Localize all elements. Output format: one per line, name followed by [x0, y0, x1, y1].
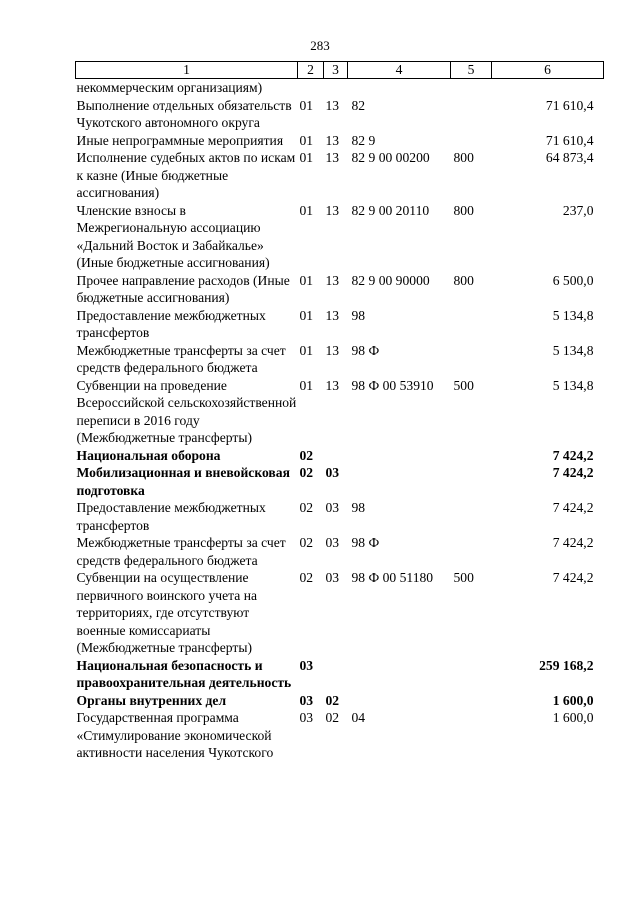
- cell-section: 02: [299, 500, 314, 515]
- cell-section: 01: [299, 272, 314, 288]
- cell-expense-type: [451, 447, 492, 465]
- cell-amount: 5 134,8: [552, 307, 594, 323]
- table-row: [76, 447, 604, 465]
- cell-expense-type: [451, 132, 492, 150]
- cell-subsection: 02: [325, 710, 340, 725]
- cell-name: Мобилизационная и вневойсковая подготовка: [76, 465, 290, 498]
- cell-subsection: 03: [325, 465, 340, 480]
- cell-amount: [492, 79, 604, 97]
- budget-table: [75, 61, 604, 762]
- cell-expense-type: [451, 342, 492, 377]
- cell-target-article: [348, 657, 451, 692]
- cell-amount: 6 500,0: [552, 272, 594, 288]
- cell-name: Выполнение отдельных обязательств Чукотского автономного округа: [76, 97, 292, 130]
- table-row: [76, 709, 604, 762]
- cell-section: 02: [299, 447, 314, 463]
- cell-section: [298, 79, 324, 97]
- cell-amount: 64 873,4: [545, 150, 594, 165]
- cell-subsection: 03: [325, 535, 340, 550]
- cell-name: Членские взносы в Межрегиональную ассоциацию «Дальний Восток и Забайкалье» (Иные бюджетные ассигнования): [76, 202, 270, 270]
- cell-expense-type: [451, 499, 492, 534]
- header-col-6: 6: [492, 62, 604, 79]
- table-body: [76, 79, 604, 762]
- cell-expense-type: [451, 657, 492, 692]
- cell-section: 01: [299, 202, 314, 218]
- cell-name: Национальная оборона: [76, 447, 221, 463]
- table-row: [76, 692, 604, 710]
- table-row: [76, 569, 604, 657]
- cell-name: Предоставление межбюджетных трансфертов: [76, 500, 266, 533]
- cell-subsection: 03: [325, 500, 340, 515]
- table-row: [76, 79, 604, 97]
- header-col-4: 4: [348, 62, 451, 79]
- table-row: [76, 272, 604, 307]
- cell-name: Прочее направление расходов (Иные бюджетные ассигнования): [76, 272, 290, 305]
- cell-section: 01: [299, 150, 314, 165]
- cell-section: 03: [299, 657, 314, 673]
- cell-subsection: 13: [325, 377, 340, 393]
- cell-target-article: 82 9 00 90000: [351, 272, 430, 288]
- cell-name: Органы внутренних дел: [76, 692, 227, 708]
- cell-section: 01: [299, 377, 314, 393]
- cell-expense-type: [451, 534, 492, 569]
- cell-section: 02: [299, 465, 314, 480]
- cell-target-article: [348, 464, 451, 499]
- cell-amount: 7 424,2: [552, 570, 594, 585]
- cell-target-article: 82 9 00 00200: [351, 150, 430, 165]
- cell-section: 03: [299, 710, 314, 725]
- cell-name: Субвенции на проведение Всероссийской сельскохозяйственной переписи в 2016 году (Межбюджетные трансферты): [76, 377, 297, 445]
- cell-expense-type: 800: [453, 150, 474, 165]
- cell-expense-type: 800: [453, 202, 474, 218]
- cell-target-article: [348, 447, 451, 465]
- table-row: [76, 342, 604, 377]
- cell-expense-type: [451, 307, 492, 342]
- cell-expense-type: [451, 709, 492, 762]
- table-row: [76, 97, 604, 132]
- cell-amount: 7 424,2: [552, 447, 594, 463]
- cell-amount: 5 134,8: [552, 342, 594, 358]
- cell-expense-type: [451, 692, 492, 710]
- cell-subsection: [324, 447, 348, 465]
- table-row: [76, 202, 604, 272]
- cell-section: 01: [299, 97, 314, 113]
- cell-target-article: 98: [351, 500, 366, 515]
- cell-target-article: 82 9 00 20110: [351, 202, 430, 218]
- cell-amount: 7 424,2: [552, 465, 594, 480]
- cell-subsection: 13: [325, 150, 340, 165]
- cell-amount: 237,0: [562, 202, 594, 218]
- cell-target-article: [348, 692, 451, 710]
- cell-name: Исполнение судебных актов по искам к казне (Иные бюджетные ассигнования): [76, 150, 296, 200]
- cell-amount: 71 610,4: [545, 97, 594, 113]
- cell-amount: 5 134,8: [552, 377, 594, 393]
- cell-name: Государственная программа «Стимулирование экономической активности населения Чукотского: [76, 710, 274, 760]
- cell-section: 02: [299, 535, 314, 550]
- cell-subsection: 13: [325, 97, 340, 113]
- cell-name: некоммерческим организациям): [76, 80, 263, 95]
- header-col-2: 2: [298, 62, 324, 79]
- cell-section: 03: [299, 692, 314, 708]
- cell-section: 01: [299, 342, 314, 358]
- cell-target-article: 82: [351, 97, 366, 113]
- cell-subsection: 13: [325, 342, 340, 358]
- cell-amount: 7 424,2: [552, 500, 594, 515]
- table-header-row: [76, 62, 604, 79]
- cell-section: 01: [299, 307, 314, 323]
- page-number: 283: [310, 38, 330, 53]
- cell-target-article: 98 Ф: [351, 342, 380, 358]
- table-row: [76, 499, 604, 534]
- cell-subsection: 03: [325, 570, 340, 585]
- cell-amount: 1 600,0: [552, 692, 594, 708]
- cell-target-article: 98 Ф: [351, 535, 380, 550]
- cell-subsection: 13: [325, 272, 340, 288]
- cell-expense-type: 800: [453, 272, 474, 288]
- cell-name: Межбюджетные трансферты за счет средств федерального бюджета: [76, 535, 286, 568]
- cell-target-article: 98 Ф 00 53910: [351, 377, 434, 393]
- cell-target-article: 98 Ф 00 51180: [351, 570, 434, 585]
- table-row: [76, 132, 604, 150]
- cell-subsection: [324, 79, 348, 97]
- cell-name: Субвенции на осуществление первичного воинского учета на территориях, где отсутствуют военные комиссариаты (Межбюджетные трансферты): [76, 570, 258, 655]
- cell-name: Национальная безопасность и правоохранительная деятельность: [76, 657, 292, 690]
- cell-subsection: 13: [325, 307, 340, 323]
- table-row: [76, 149, 604, 202]
- header-col-3: 3: [324, 62, 348, 79]
- cell-target-article: 98: [351, 307, 366, 323]
- table-row: [76, 464, 604, 499]
- cell-amount: 71 610,4: [545, 132, 594, 148]
- cell-expense-type: 500: [453, 377, 474, 393]
- cell-section: 02: [299, 570, 314, 585]
- cell-amount: 7 424,2: [552, 535, 594, 550]
- cell-target-article: 04: [351, 710, 366, 725]
- cell-amount: 259 168,2: [539, 657, 594, 673]
- table-row: [76, 534, 604, 569]
- cell-target-article: 82 9: [351, 132, 376, 148]
- header-col-1: 1: [76, 62, 298, 79]
- cell-subsection: 13: [325, 132, 340, 148]
- cell-expense-type: [451, 97, 492, 132]
- cell-expense-type: 500: [453, 570, 474, 585]
- cell-subsection: [324, 657, 348, 692]
- header-col-5: 5: [451, 62, 492, 79]
- cell-section: 01: [299, 132, 314, 148]
- cell-target-article: [348, 79, 451, 97]
- cell-name: Предоставление межбюджетных трансфертов: [76, 307, 266, 340]
- cell-name: Межбюджетные трансферты за счет средств федерального бюджета: [76, 342, 286, 375]
- table-row: [76, 377, 604, 447]
- table-row: [76, 657, 604, 692]
- cell-expense-type: [451, 79, 492, 97]
- cell-expense-type: [451, 464, 492, 499]
- cell-amount: 1 600,0: [552, 710, 594, 725]
- cell-subsection: 02: [325, 692, 340, 708]
- table-row: [76, 307, 604, 342]
- cell-name: Иные непрограммные мероприятия: [76, 132, 284, 148]
- cell-subsection: 13: [325, 202, 340, 218]
